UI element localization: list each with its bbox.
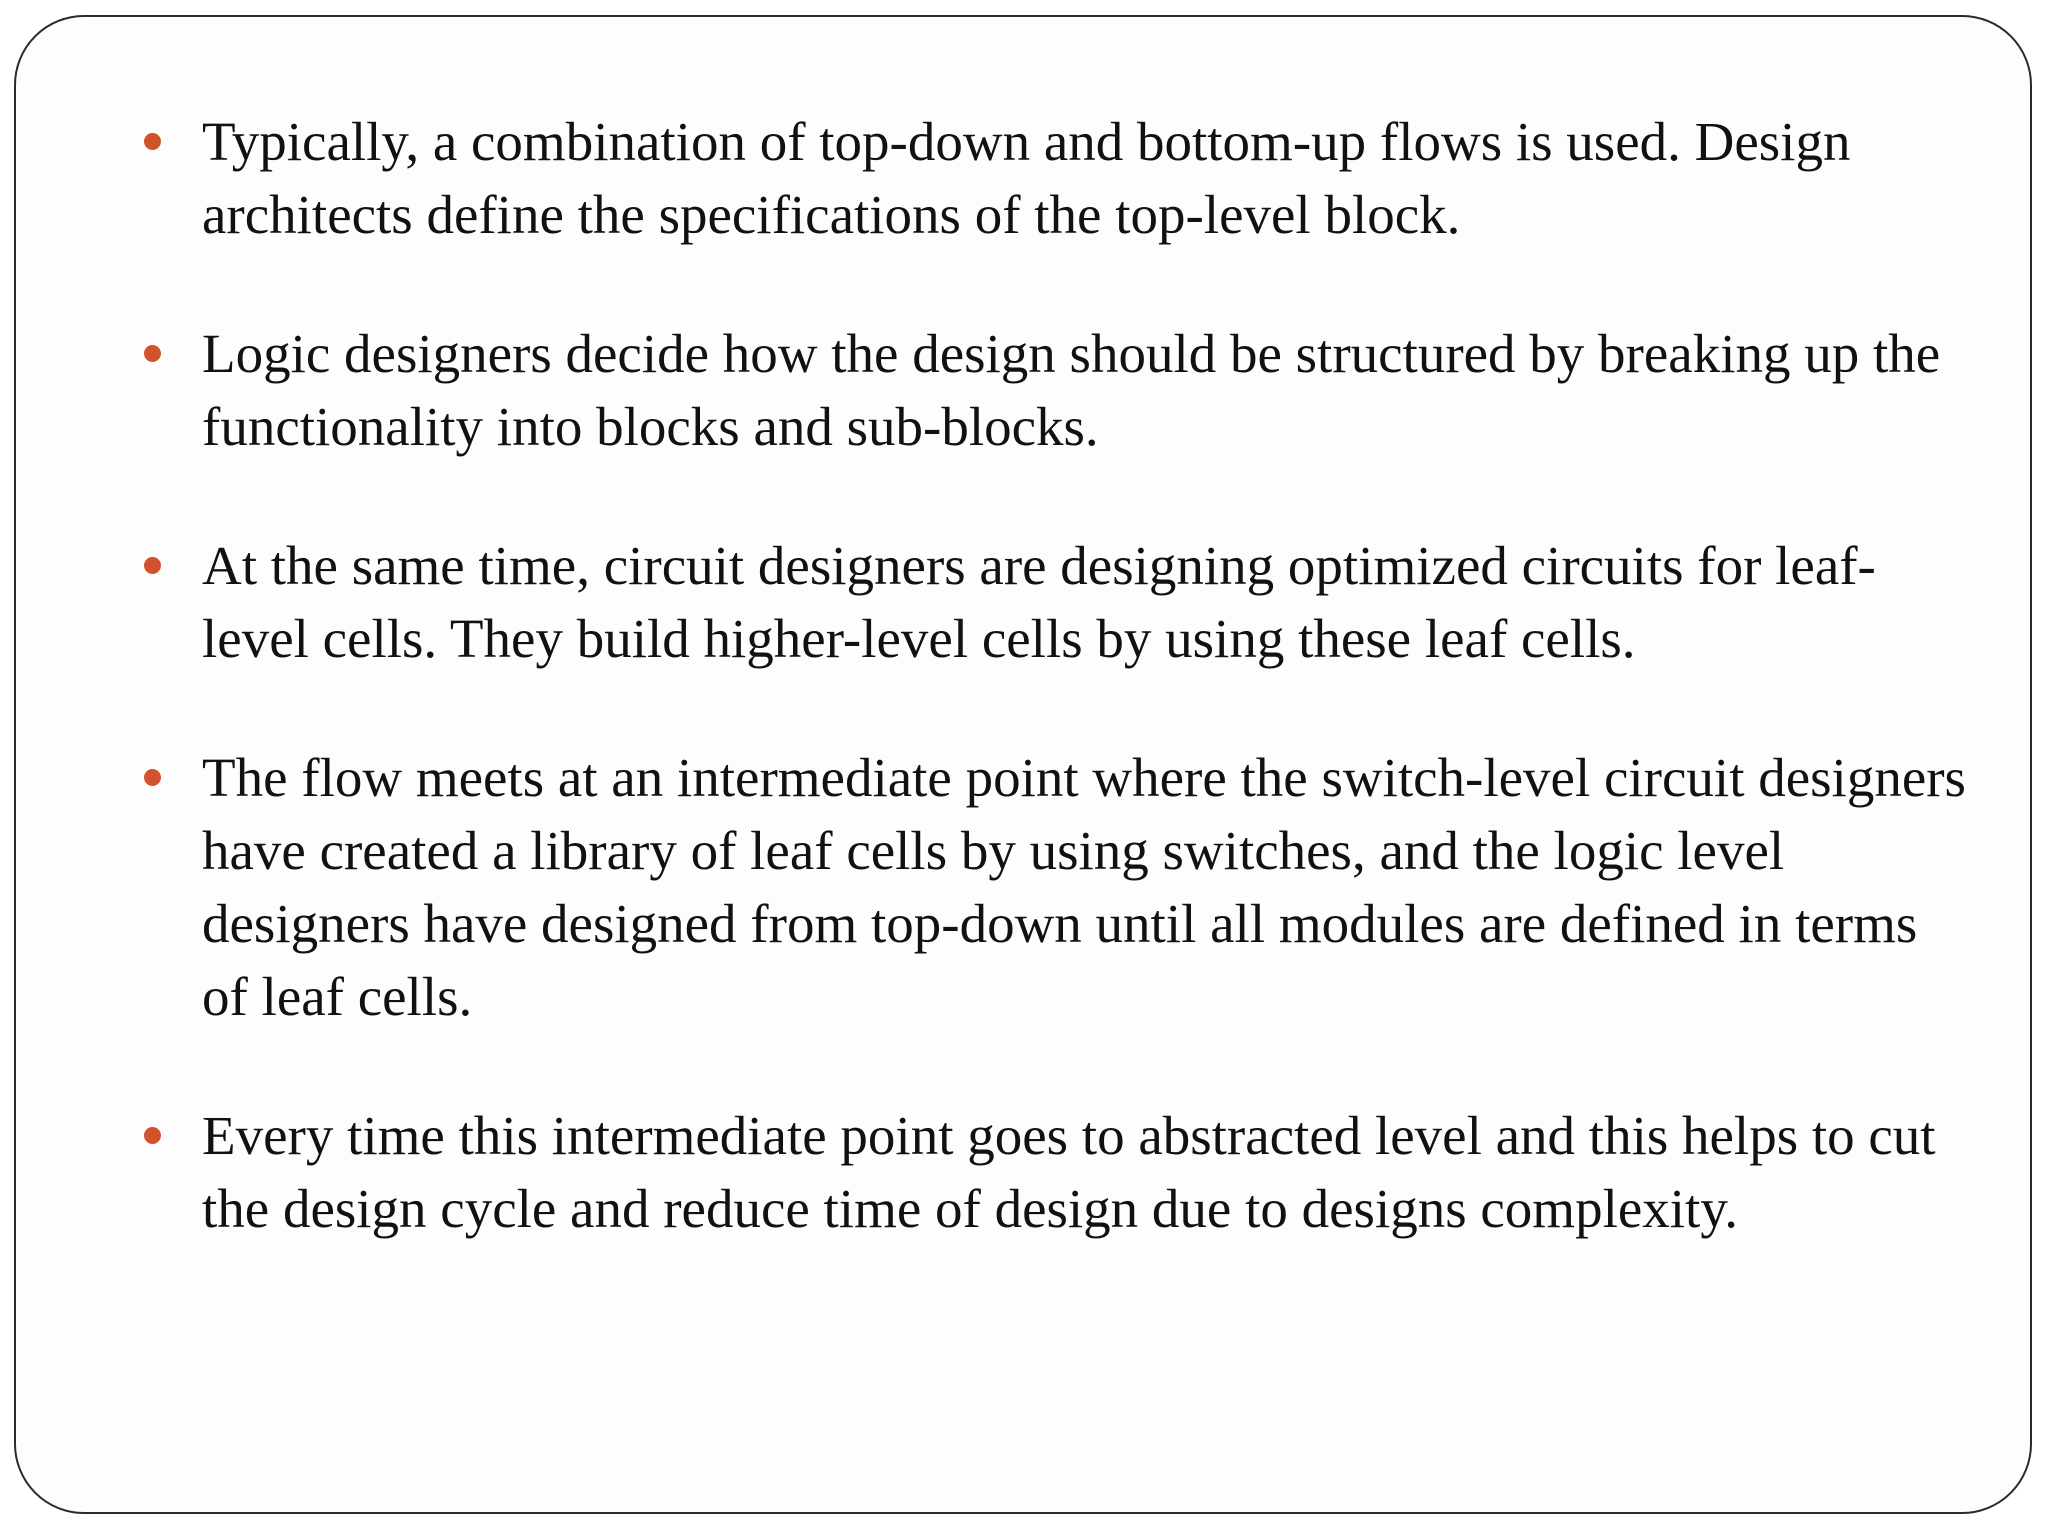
bullet-text: Logic designers decide how the design should be structured by breaking up the functionality into blocks and sub-blocks.	[202, 323, 1941, 457]
bullet-text: Every time this intermediate point goes to abstracted level and this helps to cut the design cycle and reduce time of design due to designs complexity.	[202, 1105, 1936, 1239]
bullet-item	[140, 317, 1970, 463]
bullet-list	[140, 105, 1970, 1311]
bullet-dot-icon	[144, 1127, 161, 1144]
bullet-item	[140, 529, 1970, 675]
bullet-dot-icon	[144, 133, 161, 150]
bullet-dot-icon	[144, 769, 161, 786]
bullet-text: The flow meets at an intermediate point where the switch-level circuit designers have created a library of leaf cells by using switches, and the logic level designers have designed from top-down until all modules are defined in terms of leaf cells.	[202, 747, 1966, 1027]
bullet-text: Typically, a combination of top-down and bottom-up flows is used. Design architects define the specifications of the top-level block.	[202, 111, 1851, 245]
bullet-item	[140, 1099, 1970, 1245]
bullet-item	[140, 741, 1970, 1033]
bullet-text: At the same time, circuit designers are designing optimized circuits for leaf-level cells. They build higher-level cells by using these leaf cells.	[202, 535, 1876, 669]
bullet-item	[140, 105, 1970, 251]
bullet-dot-icon	[144, 345, 161, 362]
bullet-dot-icon	[144, 557, 161, 574]
